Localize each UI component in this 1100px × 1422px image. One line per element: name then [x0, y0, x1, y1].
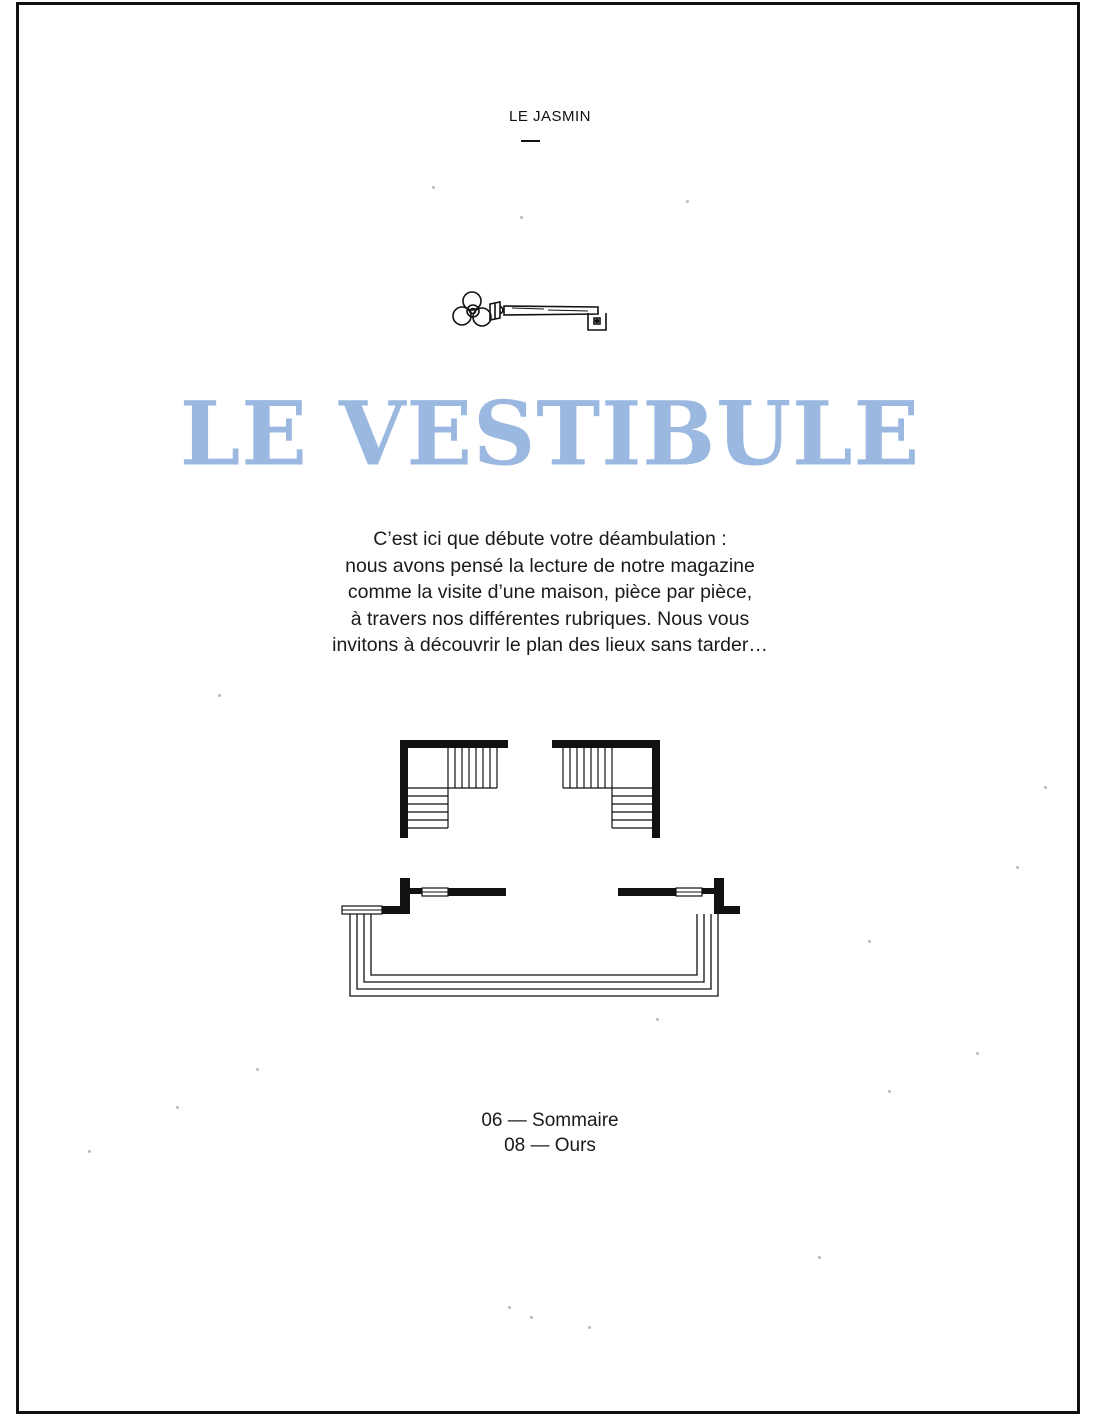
terrace-steps — [350, 914, 718, 996]
floorplan-illustration — [330, 730, 740, 1010]
intro-paragraph — [200, 526, 900, 659]
scan-speck — [656, 1018, 659, 1021]
page-frame — [16, 2, 1080, 1414]
scan-speck — [1044, 786, 1047, 789]
key-icon — [448, 284, 618, 340]
intro-line: à travers nos différentes rubriques. Nous vous — [350, 607, 750, 630]
section-title: LE VESTIBULE — [179, 382, 921, 486]
scan-speck — [530, 1316, 533, 1319]
intro-line: nous avons pensé la lecture de notre magazine — [345, 554, 755, 577]
right-staircase — [552, 740, 660, 838]
scan-speck — [888, 1090, 891, 1093]
scan-speck — [686, 200, 689, 203]
table-of-contents — [0, 1108, 1100, 1158]
left-wall — [342, 878, 506, 914]
scan-speck — [256, 1068, 259, 1071]
magazine-masthead: LE JASMIN — [508, 108, 592, 125]
toc-item-sommaire[interactable]: 06 — Sommaire — [481, 1110, 619, 1131]
scan-speck — [88, 1150, 91, 1153]
intro-line: comme la visite d’une maison, pièce par pièce, — [347, 581, 753, 603]
masthead-rule — [521, 140, 540, 142]
scan-speck — [976, 1052, 979, 1055]
scan-speck — [432, 186, 435, 189]
scan-speck — [520, 216, 523, 219]
scan-speck — [1016, 866, 1019, 869]
scan-speck — [218, 694, 221, 697]
scan-speck — [176, 1106, 179, 1109]
right-wall — [618, 878, 740, 914]
intro-line: C’est ici que débute votre déambulation : — [373, 528, 727, 550]
toc-item-ours[interactable]: 08 — Ours — [504, 1135, 596, 1156]
scan-speck — [818, 1256, 821, 1259]
scan-speck — [588, 1326, 591, 1329]
scan-speck — [508, 1306, 511, 1309]
intro-line: invitons à découvrir le plan des lieux sans tarder… — [332, 634, 768, 656]
scan-speck — [868, 940, 871, 943]
left-staircase — [400, 740, 508, 838]
